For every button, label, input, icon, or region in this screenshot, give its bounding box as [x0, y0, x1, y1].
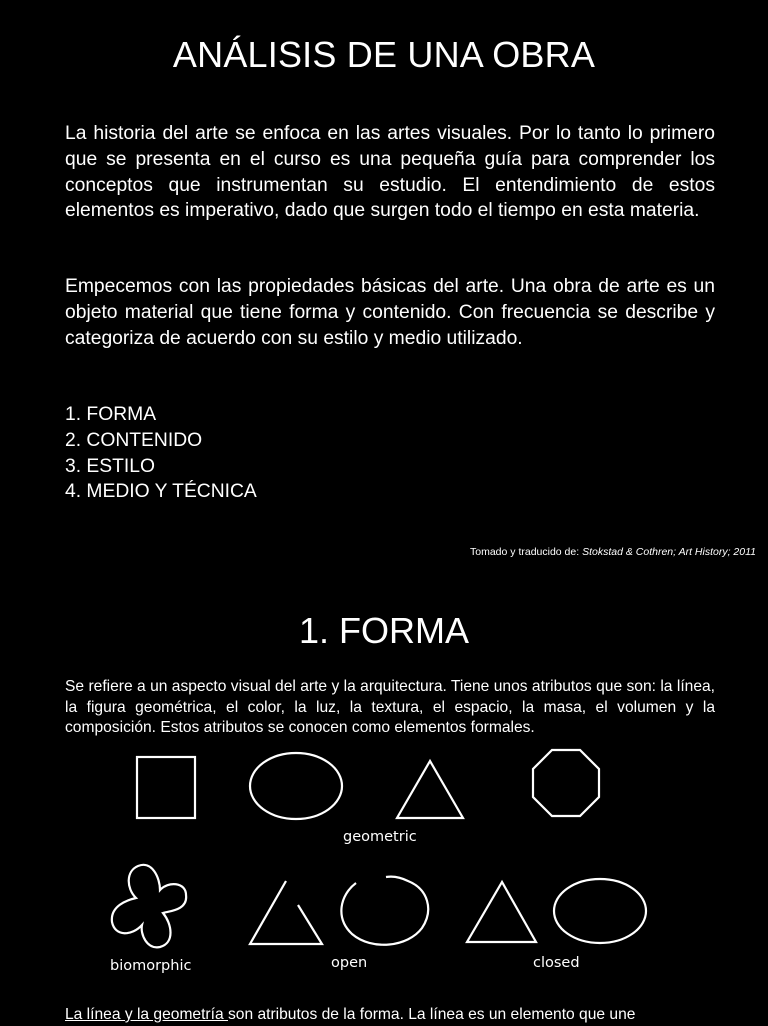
- closed-oval-shape: [554, 879, 646, 943]
- source-reference: Stokstad & Cothren; Art History; 2011: [582, 546, 756, 558]
- triangle-shape: [397, 761, 463, 818]
- label-biomorphic: biomorphic: [110, 958, 192, 974]
- list-item: 4. MEDIO Y TÉCNICA: [65, 481, 257, 503]
- closed-triangle-shape: [467, 882, 536, 942]
- page-title: ANÁLISIS DE UNA OBRA: [172, 34, 596, 75]
- octagon-shape: [533, 750, 599, 816]
- section-heading-forma: 1. FORMA: [298, 610, 469, 651]
- open-oval-shape: [341, 877, 428, 945]
- intro-paragraph-1: La historia del arte se enfoca en las artes visuales. Por lo tanto lo primero que se presenta en el curso es una pequeña guía para comprender los conceptos que instrumentan su estudio. El entendimiento de estos elementos es imperativo, dado que surgen todo el tiempo en esta materia.: [65, 123, 715, 222]
- label-geometric: geometric: [343, 829, 417, 845]
- label-open: open: [331, 955, 368, 971]
- linea-paragraph: [65, 1005, 715, 1026]
- oval-shape: [250, 753, 342, 819]
- biomorphic-shape: [112, 865, 186, 948]
- label-closed: closed: [533, 955, 580, 971]
- intro-paragraph-2: Empecemos con las propiedades básicas del arte. Una obra de arte es un objeto material que tiene forma y contenido. Con frecuencia se describe y categoriza de acuerdo con su estilo y medio utilizado.: [65, 276, 715, 349]
- forma-paragraph: Se refiere a un aspecto visual del arte y la arquitectura. Tiene unos atributos que son: la línea, la figura geométrica, el color, la luz, la textura, el espacio, la masa, el volumen y la composición. Estos atributos se conocen como elementos formales.: [65, 678, 715, 736]
- list-item: 1. FORMA: [65, 404, 157, 425]
- source-citation: [470, 546, 756, 558]
- square-shape: [137, 757, 195, 818]
- paragraph-rest: son atributos de la forma. La línea es un elemento que une: [227, 1006, 636, 1023]
- open-triangle-shape: [250, 881, 322, 944]
- source-prefix: Tomado y traducido de:: [470, 546, 583, 558]
- properties-list: [65, 402, 257, 505]
- list-item: 2. CONTENIDO: [65, 429, 203, 451]
- list-item: 3. ESTILO: [65, 455, 156, 477]
- underlined-text: La línea y la geometría: [65, 1006, 228, 1023]
